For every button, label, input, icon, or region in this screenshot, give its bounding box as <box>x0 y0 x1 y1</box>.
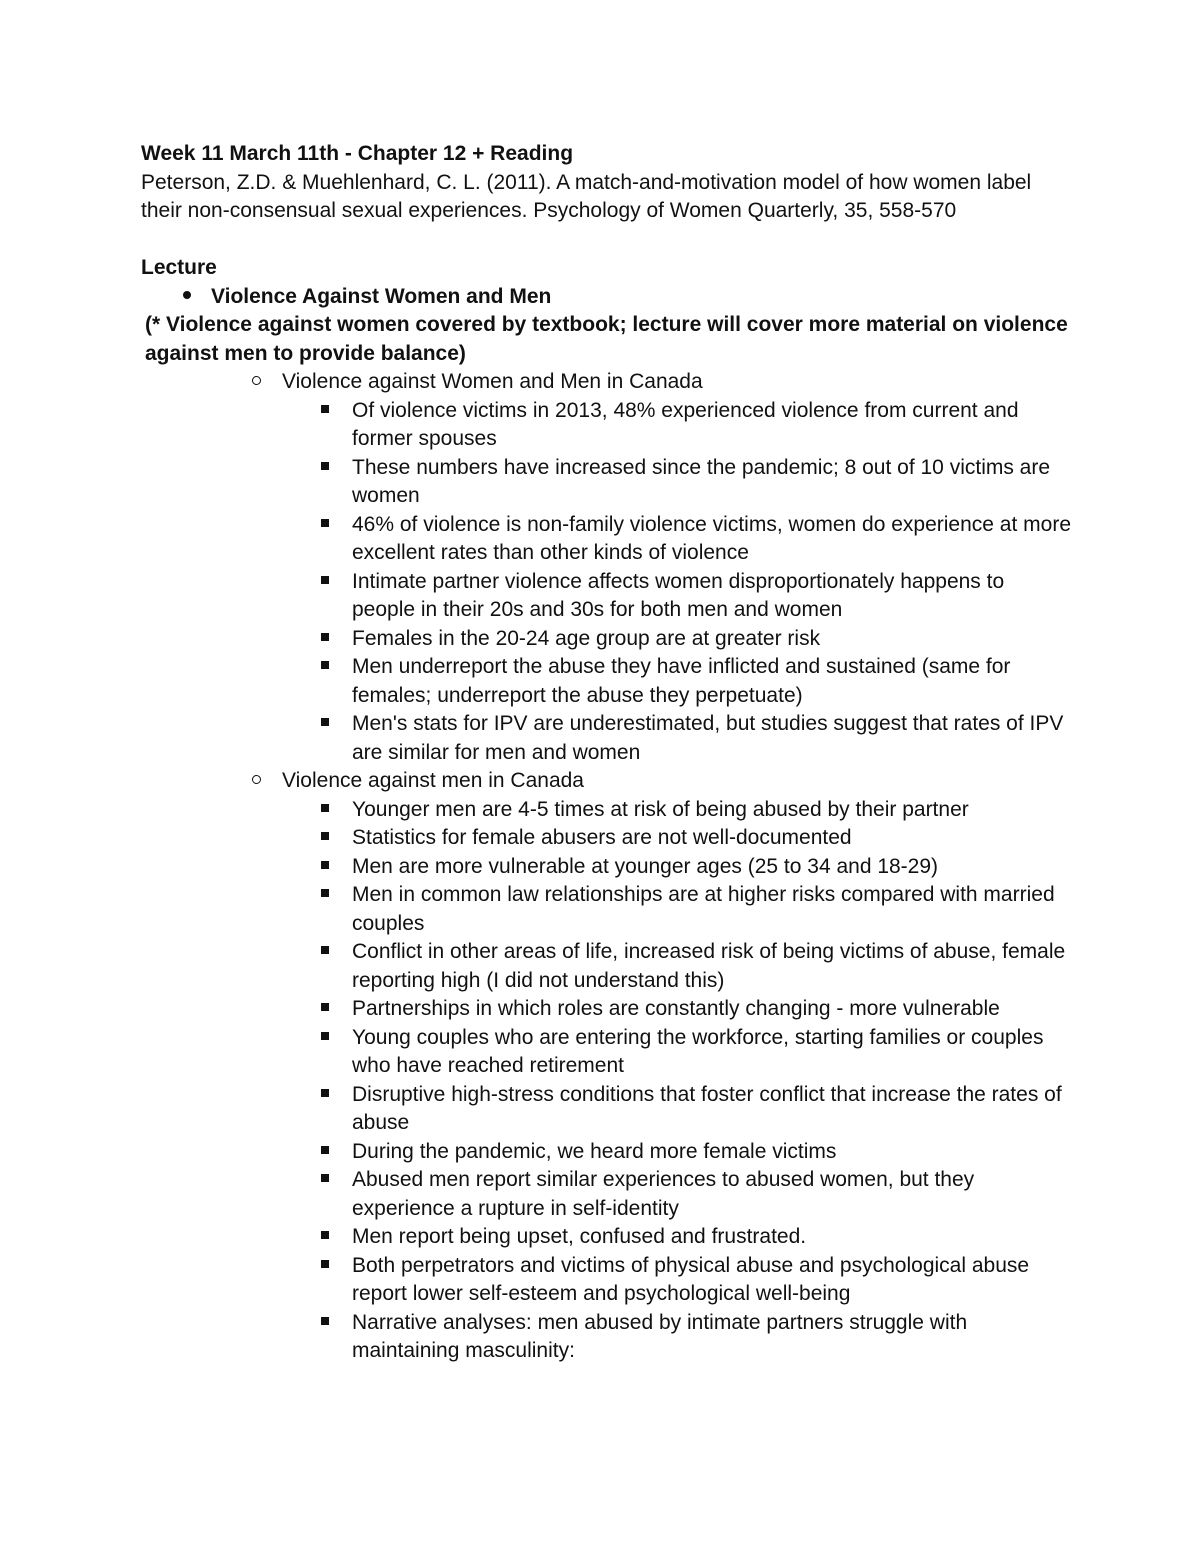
list-item <box>141 511 1071 568</box>
list-item <box>141 995 1071 1024</box>
square-bullet-icon <box>315 824 335 853</box>
citation: Peterson, Z.D. & Muehlenhard, C. L. (2011). A match-and-motivation model of how women label their non-consensual sexual experiences. Psychology of Women Quarterly, 35, 558-570 <box>141 170 1032 222</box>
list-item <box>141 1252 1071 1309</box>
list-item-text: Intimate partner violence affects women disproportionately happens to people in their 20s and 30s for both men and women <box>352 569 1005 621</box>
section-items <box>141 397 1071 768</box>
hollow-circle-bullet-icon <box>246 767 266 796</box>
list-item-text: Females in the 20-24 age group are at greater risk <box>352 626 821 650</box>
square-bullet-icon <box>315 710 335 739</box>
section-heading: Violence against Women and Men in Canada <box>282 370 703 393</box>
section-heading-item <box>141 767 1071 796</box>
square-bullet-icon <box>315 454 335 483</box>
list-item <box>141 1024 1071 1081</box>
topic-item <box>141 283 1071 312</box>
list-item-text: Disruptive high-stress conditions that foster conflict that increase the rates of abuse <box>352 1082 1062 1134</box>
square-bullet-icon <box>315 625 335 654</box>
list-item-text: Partnerships in which roles are constantly changing - more vulnerable <box>352 997 1000 1020</box>
list-item <box>141 824 1071 853</box>
square-bullet-icon <box>315 1309 335 1338</box>
lecture-note: (* Violence against women covered by textbook; lecture will cover more material on violence against men to provide balance) <box>145 313 1068 365</box>
page-title: Week 11 March 11th - Chapter 12 + Reading <box>141 142 574 165</box>
section-heading: Violence against men in Canada <box>282 769 584 792</box>
square-bullet-icon <box>315 1166 335 1195</box>
list-item <box>141 1138 1071 1167</box>
list-item-text: Both perpetrators and victims of physical abuse and psychological abuse report lower self-esteem and psychological well-being <box>352 1253 1030 1305</box>
square-bullet-icon <box>315 796 335 825</box>
square-bullet-icon <box>315 853 335 882</box>
list-item <box>141 853 1071 882</box>
list-item-text: Men in common law relationships are at higher risks compared with married couples <box>352 883 1055 935</box>
sections-container <box>141 368 1071 1366</box>
section-list <box>141 368 1071 767</box>
list-item-text: Conflict in other areas of life, increased risk of being victims of abuse, female reporting high (I did not understand this) <box>352 940 1066 992</box>
square-bullet-icon <box>315 653 335 682</box>
list-item <box>141 568 1071 625</box>
list-item <box>141 1309 1071 1366</box>
section-items <box>141 796 1071 1366</box>
lecture-heading: Lecture <box>141 256 217 279</box>
list-item <box>141 1223 1071 1252</box>
list-item-text: Abused men report similar experiences to abused women, but they experience a rupture in self-identity <box>352 1168 975 1220</box>
list-item <box>141 710 1071 767</box>
section-list <box>141 767 1071 1366</box>
square-bullet-icon <box>315 1138 335 1167</box>
list-item <box>141 796 1071 825</box>
list-item <box>141 881 1071 938</box>
list-item-text: Statistics for female abusers are not well-documented <box>352 826 852 849</box>
list-item-text: 46% of violence is non-family violence victims, women do experience at more excellent rates than other kinds of violence <box>352 512 1071 564</box>
topic-list <box>141 283 1071 312</box>
list-item-text: Men are more vulnerable at younger ages (25 to 34 and 18-29) <box>352 854 939 878</box>
list-item <box>141 397 1071 454</box>
square-bullet-icon <box>315 1081 335 1110</box>
square-bullet-icon <box>315 938 335 967</box>
square-bullet-icon <box>315 995 335 1024</box>
square-bullet-icon <box>315 568 335 597</box>
list-item-text: Men underreport the abuse they have inflicted and sustained (same for females; underreport the abuse they perpetuate) <box>352 655 1011 707</box>
list-item <box>141 653 1071 710</box>
topic-title: Violence Against Women and Men <box>211 284 552 308</box>
list-item-text: Of violence victims in 2013, 48% experienced violence from current and former spouses <box>352 398 1019 450</box>
spacer <box>141 226 1071 255</box>
section-heading-item <box>141 368 1071 397</box>
square-bullet-icon <box>315 397 335 426</box>
list-item-text: During the pandemic, we heard more female victims <box>352 1139 837 1163</box>
list-item <box>141 1166 1071 1223</box>
list-item-text: Young couples who are entering the workforce, starting families or couples who have reached retirement <box>352 1025 1044 1077</box>
square-bullet-icon <box>315 1024 335 1053</box>
list-item <box>141 454 1071 511</box>
list-item <box>141 1081 1071 1138</box>
list-item-text: Younger men are 4-5 times at risk of being abused by their partner <box>352 797 969 821</box>
list-item-text: Men report being upset, confused and frustrated. <box>352 1225 807 1248</box>
hollow-circle-bullet-icon <box>246 368 266 397</box>
list-item <box>141 938 1071 995</box>
list-item-text: These numbers have increased since the pandemic; 8 out of 10 victims are women <box>352 455 1051 507</box>
square-bullet-icon <box>315 881 335 910</box>
square-bullet-icon <box>315 511 335 540</box>
square-bullet-icon <box>315 1223 335 1252</box>
document-page <box>141 140 1071 1366</box>
list-item <box>141 625 1071 654</box>
filled-bullet-icon <box>177 283 197 312</box>
square-bullet-icon <box>315 1252 335 1281</box>
list-item-text: Narrative analyses: men abused by intimate partners struggle with maintaining masculinity: <box>352 1310 968 1362</box>
list-item-text: Men's stats for IPV are underestimated, but studies suggest that rates of IPV are similar for men and women <box>352 712 1064 764</box>
